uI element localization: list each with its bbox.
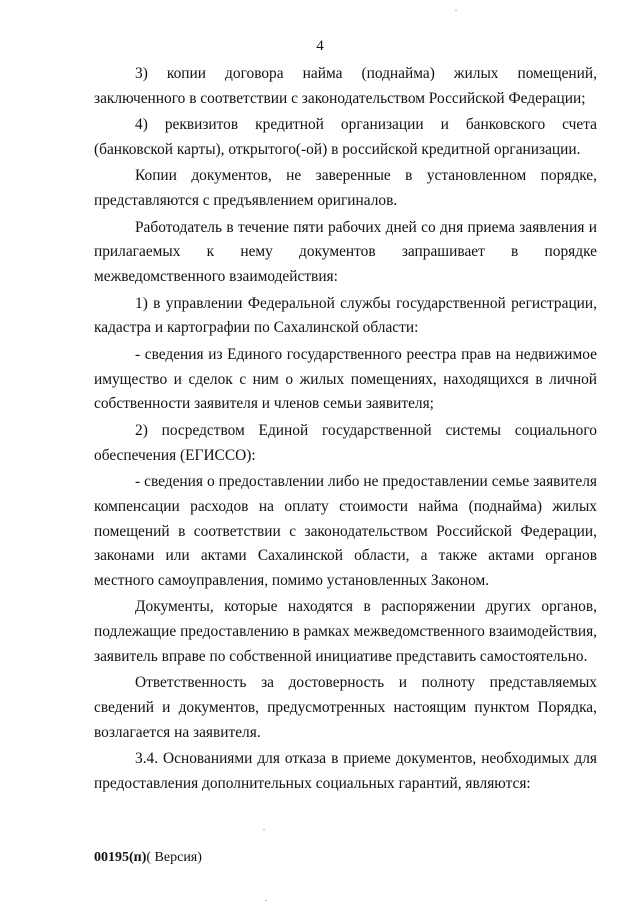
- paragraph-refusal-grounds: 3.4. Основаниями для отказа в приеме документов, необходимых для предоставления дополнительных социальных гарантий, являются:: [94, 750, 597, 793]
- footer-document-code: [94, 849, 202, 867]
- paragraph-other-bodies: Документы, которые находятся в распоряжении других органов, подлежащие предоставлению в рамках межведомственного взаимодействия, заявитель вправе по собственной инициативе представить самостоятельно.: [94, 598, 597, 666]
- paragraph-registry-info: - сведения из Единого государственного реестра прав на недвижимое имущество и сделок с ним о жилых помещениях, находящихся в личной собственности заявителя и членов семьи заявителя;: [94, 345, 597, 413]
- paragraph-compensation-info: - сведения о предоставлении либо не предоставлении семье заявителя компенсации расходов на оплату стоимости найма (поднайма) жилых помещений в соответствии с законодательством Российской Федерации, законами или актами Сахалинской области, а также актами органов местного самоуправления, помимо установленных Законом.: [94, 472, 597, 590]
- footer-version: ( Версия): [146, 850, 202, 865]
- paragraph-item-4: 4) реквизитов кредитной организации и банковского счета (банковской карты), открытого(-ой) в российской кредитной организации.: [94, 116, 597, 158]
- paragraph-item-3: 3) копии договора найма (поднайма) жилых помещений, заключенного в соответствии с законодательством Российской Федерации;: [94, 65, 597, 107]
- paragraph-rosreestr: 1) в управлении Федеральной службы государственной регистрации, кадастра и картографии по Сахалинской области:: [94, 294, 597, 337]
- document-body: [94, 62, 597, 799]
- scan-speck: [265, 900, 267, 901]
- scan-speck: [263, 829, 265, 830]
- footer-code: 00195(п): [94, 850, 147, 865]
- paragraph-responsibility: Ответственность за достоверность и полноту представляемых сведений и документов, предусмотренных настоящим пунктом Порядка, возлагается на заявителя.: [94, 674, 597, 742]
- paragraph-egisso: 2) посредством Единой государственной системы социального обеспечения (ЕГИССО):: [94, 421, 597, 464]
- scan-speck: [455, 10, 457, 11]
- paragraph-copies: Копии документов, не заверенные в установленном порядке, представляются с предъявлением оригиналов.: [94, 167, 597, 210]
- page-number: 4: [316, 38, 324, 54]
- paragraph-employer-request: Работодатель в течение пяти рабочих дней со дня приема заявления и прилагаемых к нему документов запрашивает в порядке межведомственного взаимодействия:: [94, 218, 597, 286]
